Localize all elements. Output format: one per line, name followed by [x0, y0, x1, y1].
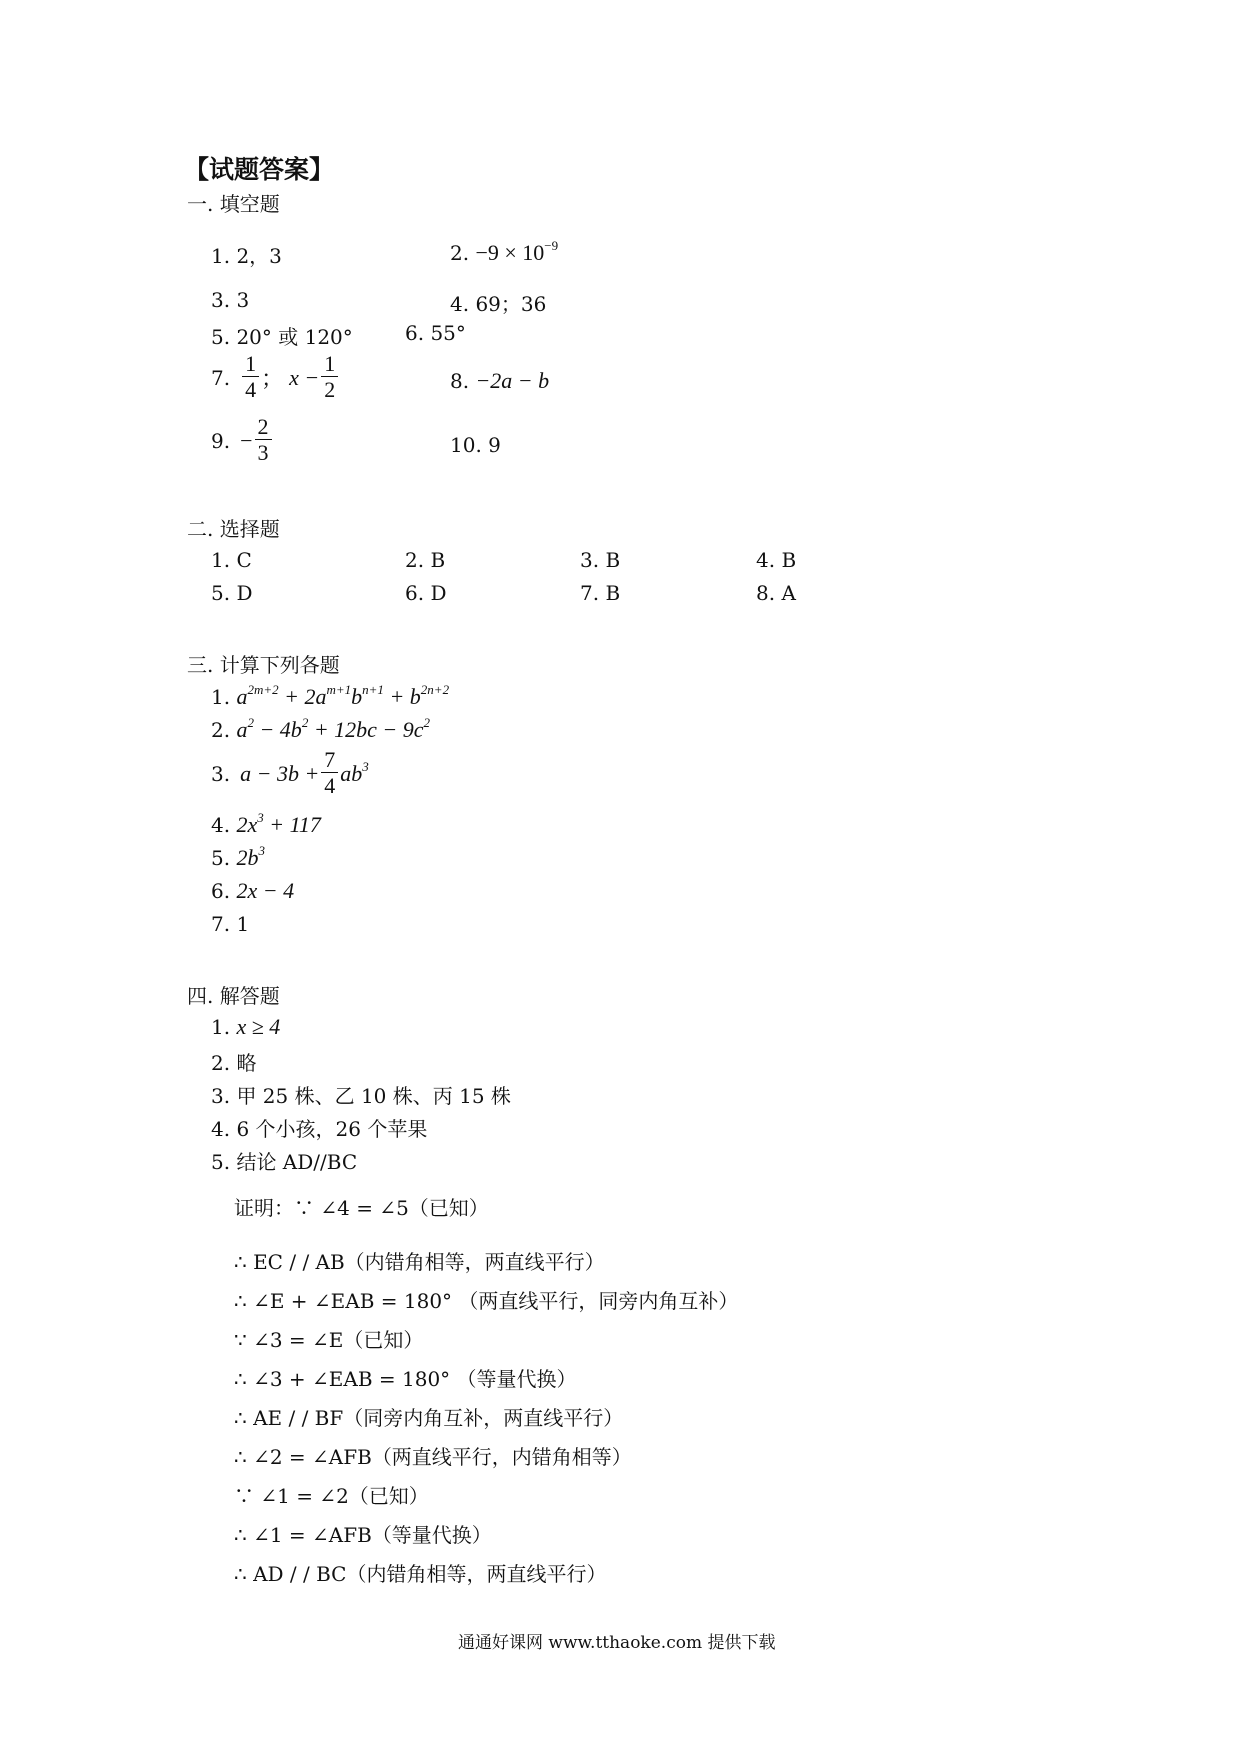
answer-number: 4. [211, 813, 231, 837]
solve-answer-3: 3. 甲 25 株、乙 10 株、丙 15 株 [211, 1084, 511, 1108]
page-title: 【试题答案】 [184, 155, 335, 184]
fraction: $\frac{7}{4}$ [321, 748, 338, 799]
choice-answer: 6. D [405, 581, 447, 605]
proof-line: ∵ ∠1 = ∠2（已知） [234, 1484, 429, 1508]
proof-line: ∴ ∠E + ∠EAB = 180° （两直线平行，同旁内角互补） [234, 1289, 739, 1313]
choice-answer: 4. B [756, 548, 797, 572]
math-expression: $2b^3$ [236, 843, 265, 870]
math-expression: $a^{2m+2} + 2a^{m+1}b^{n+1} + b^{2n+2}$ [236, 682, 450, 709]
choice-answer: 2. B [405, 548, 446, 572]
answer-number: 1. [211, 685, 231, 709]
section-heading-choice: 二. 选择题 [187, 517, 280, 541]
calc-answer-7: 7. 1 [211, 912, 250, 936]
calc-answer-4 [211, 812, 321, 838]
math-expression: $ab^3$ [340, 758, 369, 786]
proof-line: ∴ ∠3 + ∠EAB = 180° （等量代换） [234, 1367, 577, 1391]
proof-line: ∵ ∠3 = ∠E（已知） [234, 1328, 424, 1352]
section-heading-fill: 一. 填空题 [187, 192, 280, 216]
fill-answer-3: 3. 3 [211, 288, 250, 312]
fraction: $\frac{2}{3}$ [255, 415, 272, 466]
math-expression: 2x − 4 [236, 878, 295, 903]
fill-answer-7 [211, 352, 340, 403]
math-expression: $2x^3 + 117$ [236, 810, 321, 837]
answer-number: 6. [211, 879, 231, 903]
answer-number: 5. [211, 846, 231, 870]
fill-answer-9 [211, 415, 274, 466]
solve-answer-1 [211, 1014, 280, 1040]
math-expression: $a^2 - 4b^2 + 12bc - 9c^2$ [236, 715, 431, 742]
calc-answer-1 [211, 684, 449, 710]
answer-number: 2. [211, 718, 231, 742]
separator: ； [261, 366, 284, 391]
minus-sign: − [240, 427, 253, 453]
choice-answer: 7. B [580, 581, 621, 605]
fraction: $\frac{1}{2}$ [321, 352, 338, 403]
calc-answer-6 [211, 878, 294, 904]
proof-line: ∴ ∠1 = ∠AFB（等量代换） [234, 1523, 492, 1547]
solve-answer-2: 2. 略 [211, 1051, 257, 1075]
fill-answer-1: 1. 2，3 [211, 244, 282, 268]
fraction: $\frac{1}{4}$ [242, 352, 259, 403]
math-expression: $-9 \times 10^{-9}$ [475, 238, 559, 265]
proof-line: ∴ AD / / BC（内错角相等，两直线平行） [234, 1562, 607, 1586]
proof-line: ∴ AE / / BF（同旁内角互补，两直线平行） [234, 1406, 624, 1430]
proof-line: 证明：∵ ∠4 = ∠5（已知） [234, 1196, 489, 1220]
section-heading-solve: 四. 解答题 [187, 984, 280, 1008]
answer-number: 3. [211, 761, 231, 786]
solve-answer-4: 4. 6 个小孩，26 个苹果 [211, 1117, 428, 1141]
proof-line: ∴ EC / / AB（内错角相等，两直线平行） [234, 1250, 605, 1274]
fill-answer-8 [450, 368, 549, 394]
choice-answer: 5. D [211, 581, 253, 605]
calc-answer-5 [211, 845, 265, 871]
section-heading-calc: 三. 计算下列各题 [187, 653, 340, 677]
answer-number: 7. [211, 365, 231, 390]
math-variable: x − [289, 364, 320, 390]
choice-answer: 3. B [580, 548, 621, 572]
fill-answer-2 [450, 240, 558, 266]
answer-number: 2. [450, 241, 470, 265]
math-expression: −2a − b [475, 368, 550, 393]
answer-number: 8. [450, 369, 470, 393]
proof-line: ∴ ∠2 = ∠AFB（两直线平行，内错角相等） [234, 1445, 632, 1469]
fill-answer-4: 4. 69；36 [450, 292, 547, 316]
fill-answer-6: 6. 55° [405, 321, 466, 345]
math-expression: a − 3b + [240, 760, 320, 786]
solve-answer-5: 5. 结论 AD//BC [211, 1150, 358, 1174]
choice-answer: 8. A [756, 581, 796, 605]
fill-answer-5: 5. 20° 或 120° [211, 325, 353, 349]
answer-number: 1. [211, 1015, 231, 1039]
choice-answer: 1. C [211, 548, 252, 572]
calc-answer-2 [211, 717, 430, 743]
calc-answer-3 [211, 748, 369, 799]
answer-number: 9. [211, 428, 231, 453]
fill-answer-10: 10. 9 [450, 433, 501, 457]
page-footer: 通通好课网 www.tthaoke.com 提供下载 [458, 1633, 776, 1653]
math-expression: x ≥ 4 [236, 1014, 281, 1039]
